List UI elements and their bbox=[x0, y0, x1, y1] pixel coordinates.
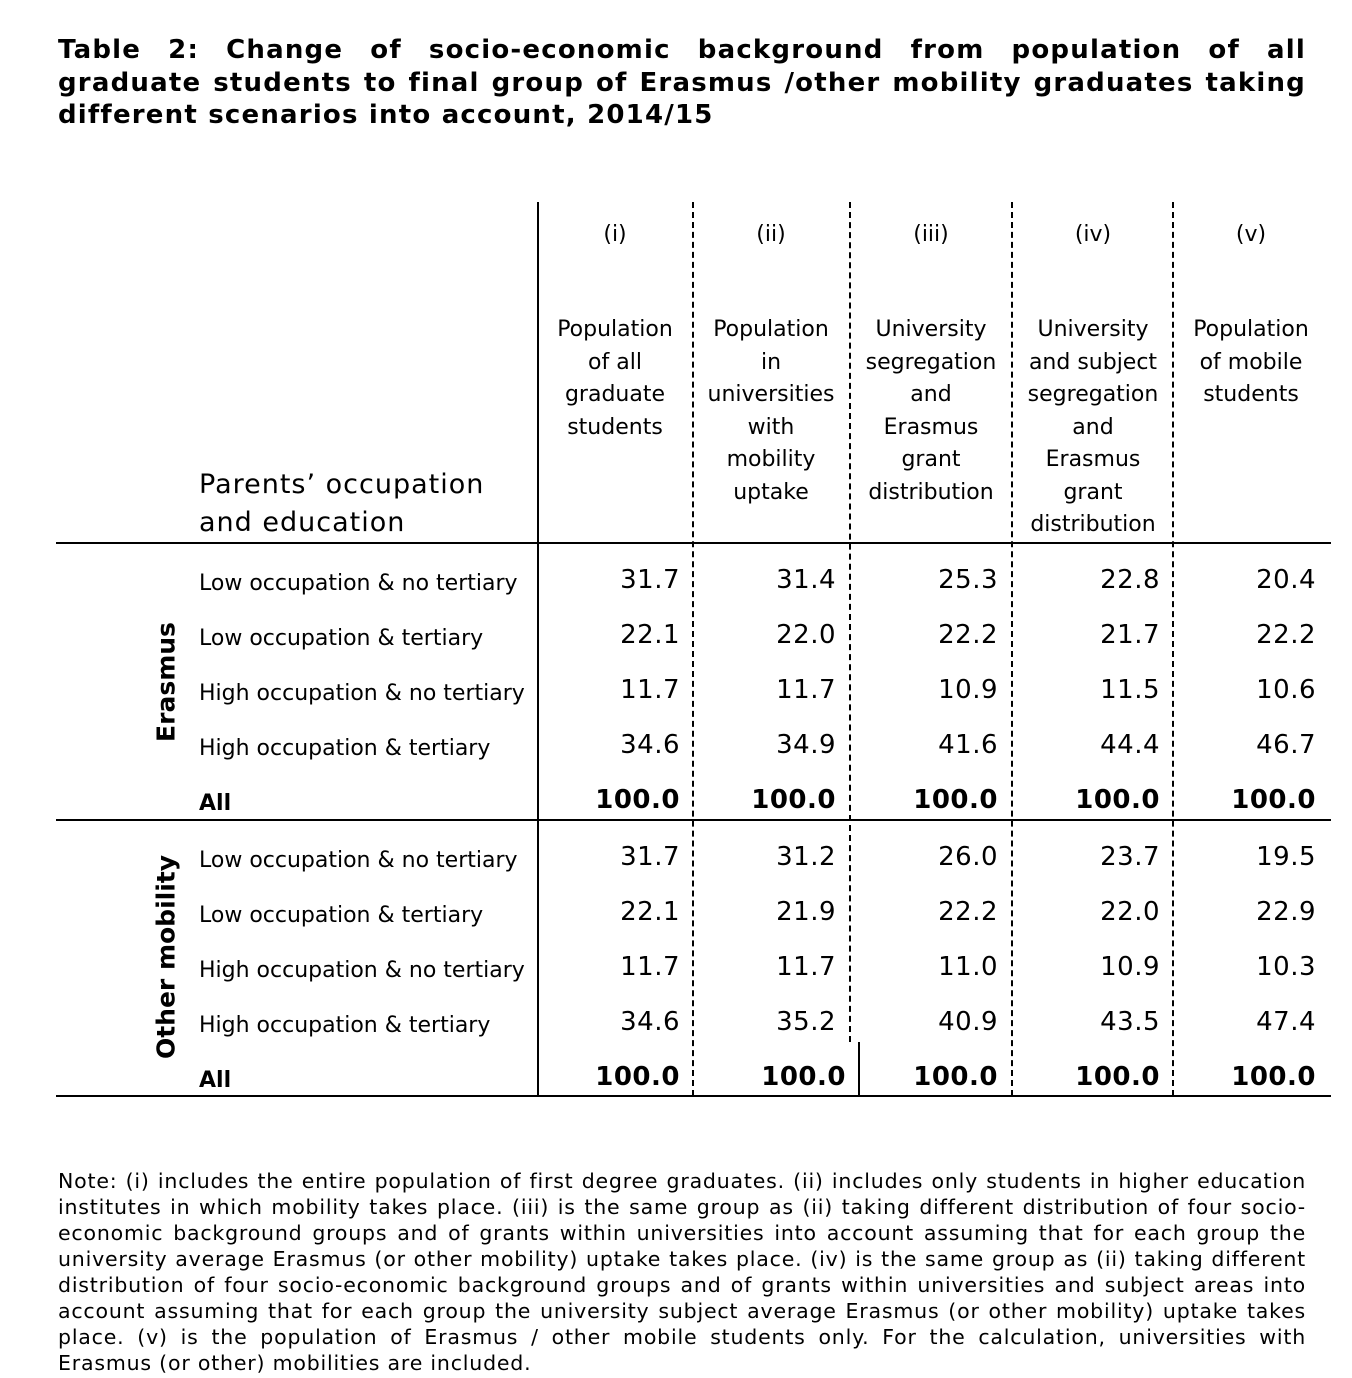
table-title: Table 2: Change of socio-economic background from population of all graduate students to final group of Erasmus /other mobility graduates taking different scenarios into account, 2014/15 bbox=[58, 35, 1306, 130]
table-cell: 46.7 bbox=[1256, 730, 1316, 760]
table-cell: 20.4 bbox=[1256, 565, 1316, 595]
table-cell: 11.7 bbox=[776, 952, 836, 982]
table-cell: 100.0 bbox=[913, 1062, 998, 1092]
column-label-iv: University and subject segregation and Erasmus grant distribution bbox=[1027, 317, 1159, 537]
row-label-total: All bbox=[199, 791, 232, 816]
rule-column-iv bbox=[1172, 202, 1174, 1096]
table-note: Note: (i) includes the entire population of first degree graduates. (ii) includes only students in higher education institutes in which mobility takes place. (iii) is the same group as (ii) taking different distribution of four socio-economic background groups and of grants within universities into account assuming that for each group the university average Erasmus (or other mobility) uptake takes place. (iv) is the same group as (ii) taking different distribution of four socio-economic background groups and of grants within universities and subject areas into account assuming that for each group the university subject average Erasmus (or other mobility) uptake takes place. (v) is the population of Erasmus / other mobile students only. For the calculation, universities with Erasmus (or other) mobilities are included. bbox=[58, 1169, 1306, 1375]
table-cell: 10.6 bbox=[1256, 675, 1316, 705]
table-cell: 34.6 bbox=[620, 730, 680, 760]
column-number-ii: (ii) bbox=[756, 222, 786, 247]
rule-label-column bbox=[537, 202, 539, 1096]
table-cell: 23.7 bbox=[1100, 842, 1160, 872]
table-cell: 22.0 bbox=[776, 620, 836, 650]
table-cell: 22.2 bbox=[938, 897, 998, 927]
row-label: Low occupation & no tertiary bbox=[199, 848, 518, 873]
row-label: High occupation & no tertiary bbox=[199, 958, 525, 983]
row-label: Low occupation & tertiary bbox=[199, 903, 484, 928]
column-number-i: (i) bbox=[603, 222, 627, 247]
table-cell: 100.0 bbox=[913, 785, 998, 815]
table-cell: 100.0 bbox=[1231, 1062, 1316, 1092]
table-cell: 31.7 bbox=[620, 565, 680, 595]
table-cell: 10.9 bbox=[938, 675, 998, 705]
table-cell: 34.9 bbox=[776, 730, 836, 760]
row-label: Low occupation & tertiary bbox=[199, 626, 484, 651]
table-cell: 22.8 bbox=[1100, 565, 1160, 595]
table-cell: 25.3 bbox=[938, 565, 998, 595]
row-label: High occupation & tertiary bbox=[199, 736, 491, 761]
table-cell: 10.3 bbox=[1256, 952, 1316, 982]
table-cell: 100.0 bbox=[1075, 1062, 1160, 1092]
table-cell: 22.9 bbox=[1256, 897, 1316, 927]
column-label-iii: University segregation and Erasmus grant distribution bbox=[865, 317, 997, 505]
column-number-iv: (iv) bbox=[1074, 222, 1112, 247]
table-cell: 21.9 bbox=[776, 897, 836, 927]
table-cell: 100.0 bbox=[751, 785, 836, 815]
table-cell: 100.0 bbox=[1075, 785, 1160, 815]
group-label-erasmus: Erasmus bbox=[151, 622, 181, 742]
table-cell: 35.2 bbox=[776, 1007, 836, 1037]
rule-column-iii bbox=[1011, 202, 1013, 1096]
table-cell: 11.7 bbox=[776, 675, 836, 705]
table-cell: 40.9 bbox=[938, 1007, 998, 1037]
table-cell: 10.9 bbox=[1100, 952, 1160, 982]
table-cell: 22.1 bbox=[620, 897, 680, 927]
table-cell: 100.0 bbox=[761, 1062, 846, 1092]
row-label: Low occupation & no tertiary bbox=[199, 571, 518, 596]
table-cell: 44.4 bbox=[1100, 730, 1160, 760]
table-cell: 11.0 bbox=[938, 952, 998, 982]
table-cell: 100.0 bbox=[595, 1062, 680, 1092]
table-cell: 31.7 bbox=[620, 842, 680, 872]
table-cell: 11.7 bbox=[620, 952, 680, 982]
table-cell: 11.7 bbox=[620, 675, 680, 705]
column-number-v: (v) bbox=[1235, 222, 1267, 247]
table-cell: 100.0 bbox=[1231, 785, 1316, 815]
table-cell: 21.7 bbox=[1100, 620, 1160, 650]
table-cell: 22.1 bbox=[620, 620, 680, 650]
table-cell: 41.6 bbox=[938, 730, 998, 760]
column-number-iii: (iii) bbox=[913, 222, 949, 247]
table-cell: 11.5 bbox=[1100, 675, 1160, 705]
table-cell: 22.2 bbox=[1256, 620, 1316, 650]
rule-column-ii-tail bbox=[858, 1042, 860, 1096]
rule-column-i bbox=[692, 202, 694, 1096]
table-cell: 43.5 bbox=[1100, 1007, 1160, 1037]
row-label: High occupation & no tertiary bbox=[199, 681, 525, 706]
rule-column-ii bbox=[849, 202, 851, 1042]
table-cell: 100.0 bbox=[595, 785, 680, 815]
table-cell: 22.2 bbox=[938, 620, 998, 650]
table-cell: 34.6 bbox=[620, 1007, 680, 1037]
table-cell: 31.2 bbox=[776, 842, 836, 872]
row-label: High occupation & tertiary bbox=[199, 1013, 491, 1038]
column-label-ii: Population in universities with mobility uptake bbox=[707, 317, 835, 505]
column-label-i: Population of all graduate students bbox=[557, 317, 673, 440]
table-cell: 19.5 bbox=[1256, 842, 1316, 872]
table-cell: 47.4 bbox=[1256, 1007, 1316, 1037]
column-label-v: Population of mobile students bbox=[1193, 317, 1309, 407]
table-cell: 22.0 bbox=[1100, 897, 1160, 927]
group-label-other-mobility: Other mobility bbox=[151, 854, 181, 1060]
table-cell: 26.0 bbox=[938, 842, 998, 872]
row-label-total: All bbox=[199, 1068, 232, 1093]
corner-label: Parents’ occupation and education bbox=[199, 469, 485, 538]
table-cell: 31.4 bbox=[776, 565, 836, 595]
